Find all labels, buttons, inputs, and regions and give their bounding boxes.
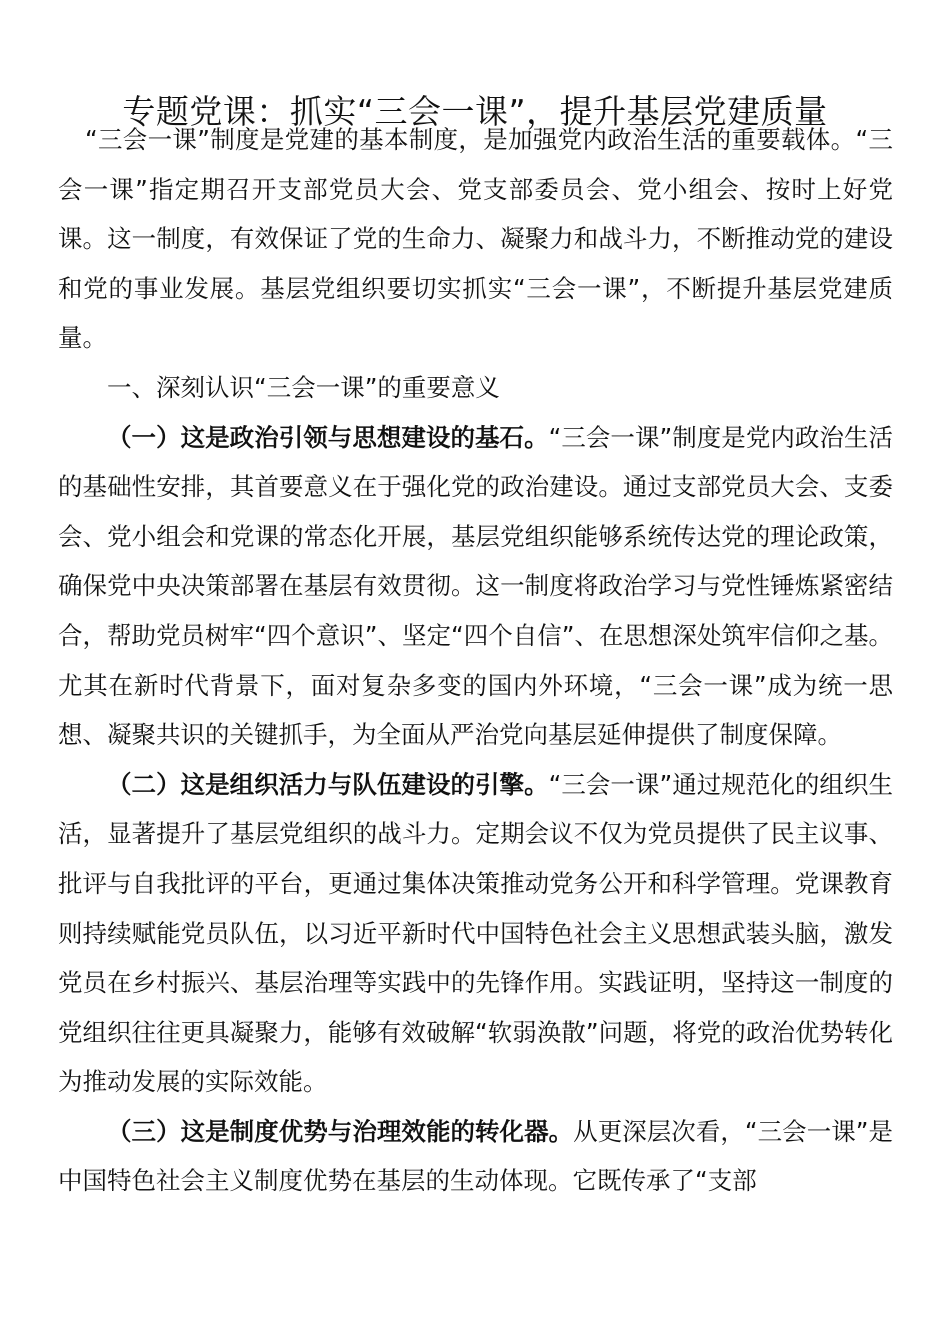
paragraph-text-3: 从更深层次看，“三会一课”是中国特色社会主义制度优势在基层的生动体现。它既传承了“支部	[58, 1116, 894, 1196]
section-paragraph-3	[58, 1107, 893, 1206]
document-title: 专题党课：抓实“三会一课”，提升基层党建质量	[122, 92, 828, 132]
paragraph-lead-1: （一）这是政治引领与思想建设的基石。	[107, 422, 549, 452]
section-paragraph-1	[58, 413, 893, 760]
document-body	[58, 115, 893, 1206]
paragraph-text-1: “三会一课”制度是党内政治生活的基础性安排，其首要意义在于强化党的政治建设。通过支部党员大会、支委会、党小组会和党课的常态化开展，基层党组织能够系统传达党的理论政策，确保党中央决策部署在基层有效贯彻。这一制度将政治学习与党性锤炼紧密结合，帮助党员树牢“四个意识”、坚定“四个自信”、在思想深处筑牢信仰之基。尤其在新时代背景下，面对复杂多变的国内外环境，“三会一课”成为统一思想、凝聚共识的关键抓手，为全面从严治党向基层延伸提供了制度保障。	[58, 422, 893, 750]
paragraph-text-2: “三会一课”通过规范化的组织生活，显著提升了基层党组织的战斗力。定期会议不仅为党员提供了民主议事、批评与自我批评的平台，更通过集体决策推动党务公开和科学管理。党课教育则持续赋能党员队伍，以习近平新时代中国特色社会主义思想武装头脑，激发党员在乡村振兴、基层治理等实践中的先锋作用。实践证明，坚持这一制度的党组织往往更具凝聚力，能够有效破解“软弱涣散”问题，将党的政治优势转化为推动发展的实际效能。	[58, 769, 893, 1097]
intro-paragraph: “三会一课”制度是党建的基本制度，是加强党内政治生活的重要载体。“三会一课”指定期召开支部党员大会、党支部委员会、党小组会、按时上好党课。这一制度，有效保证了党的生命力、凝聚力和战斗力，不断推动党的建设和党的事业发展。基层党组织要切实抓实“三会一课”，不断提升基层党建质量。	[58, 125, 893, 353]
section-heading: 一、深刻认识“三会一课”的重要意义	[107, 372, 500, 402]
paragraph-lead-3: （三）这是制度优势与治理效能的转化器。	[107, 1116, 574, 1146]
section-paragraph-2	[58, 760, 893, 1107]
paragraph-lead-2: （二）这是组织活力与队伍建设的引擎。	[107, 769, 549, 799]
